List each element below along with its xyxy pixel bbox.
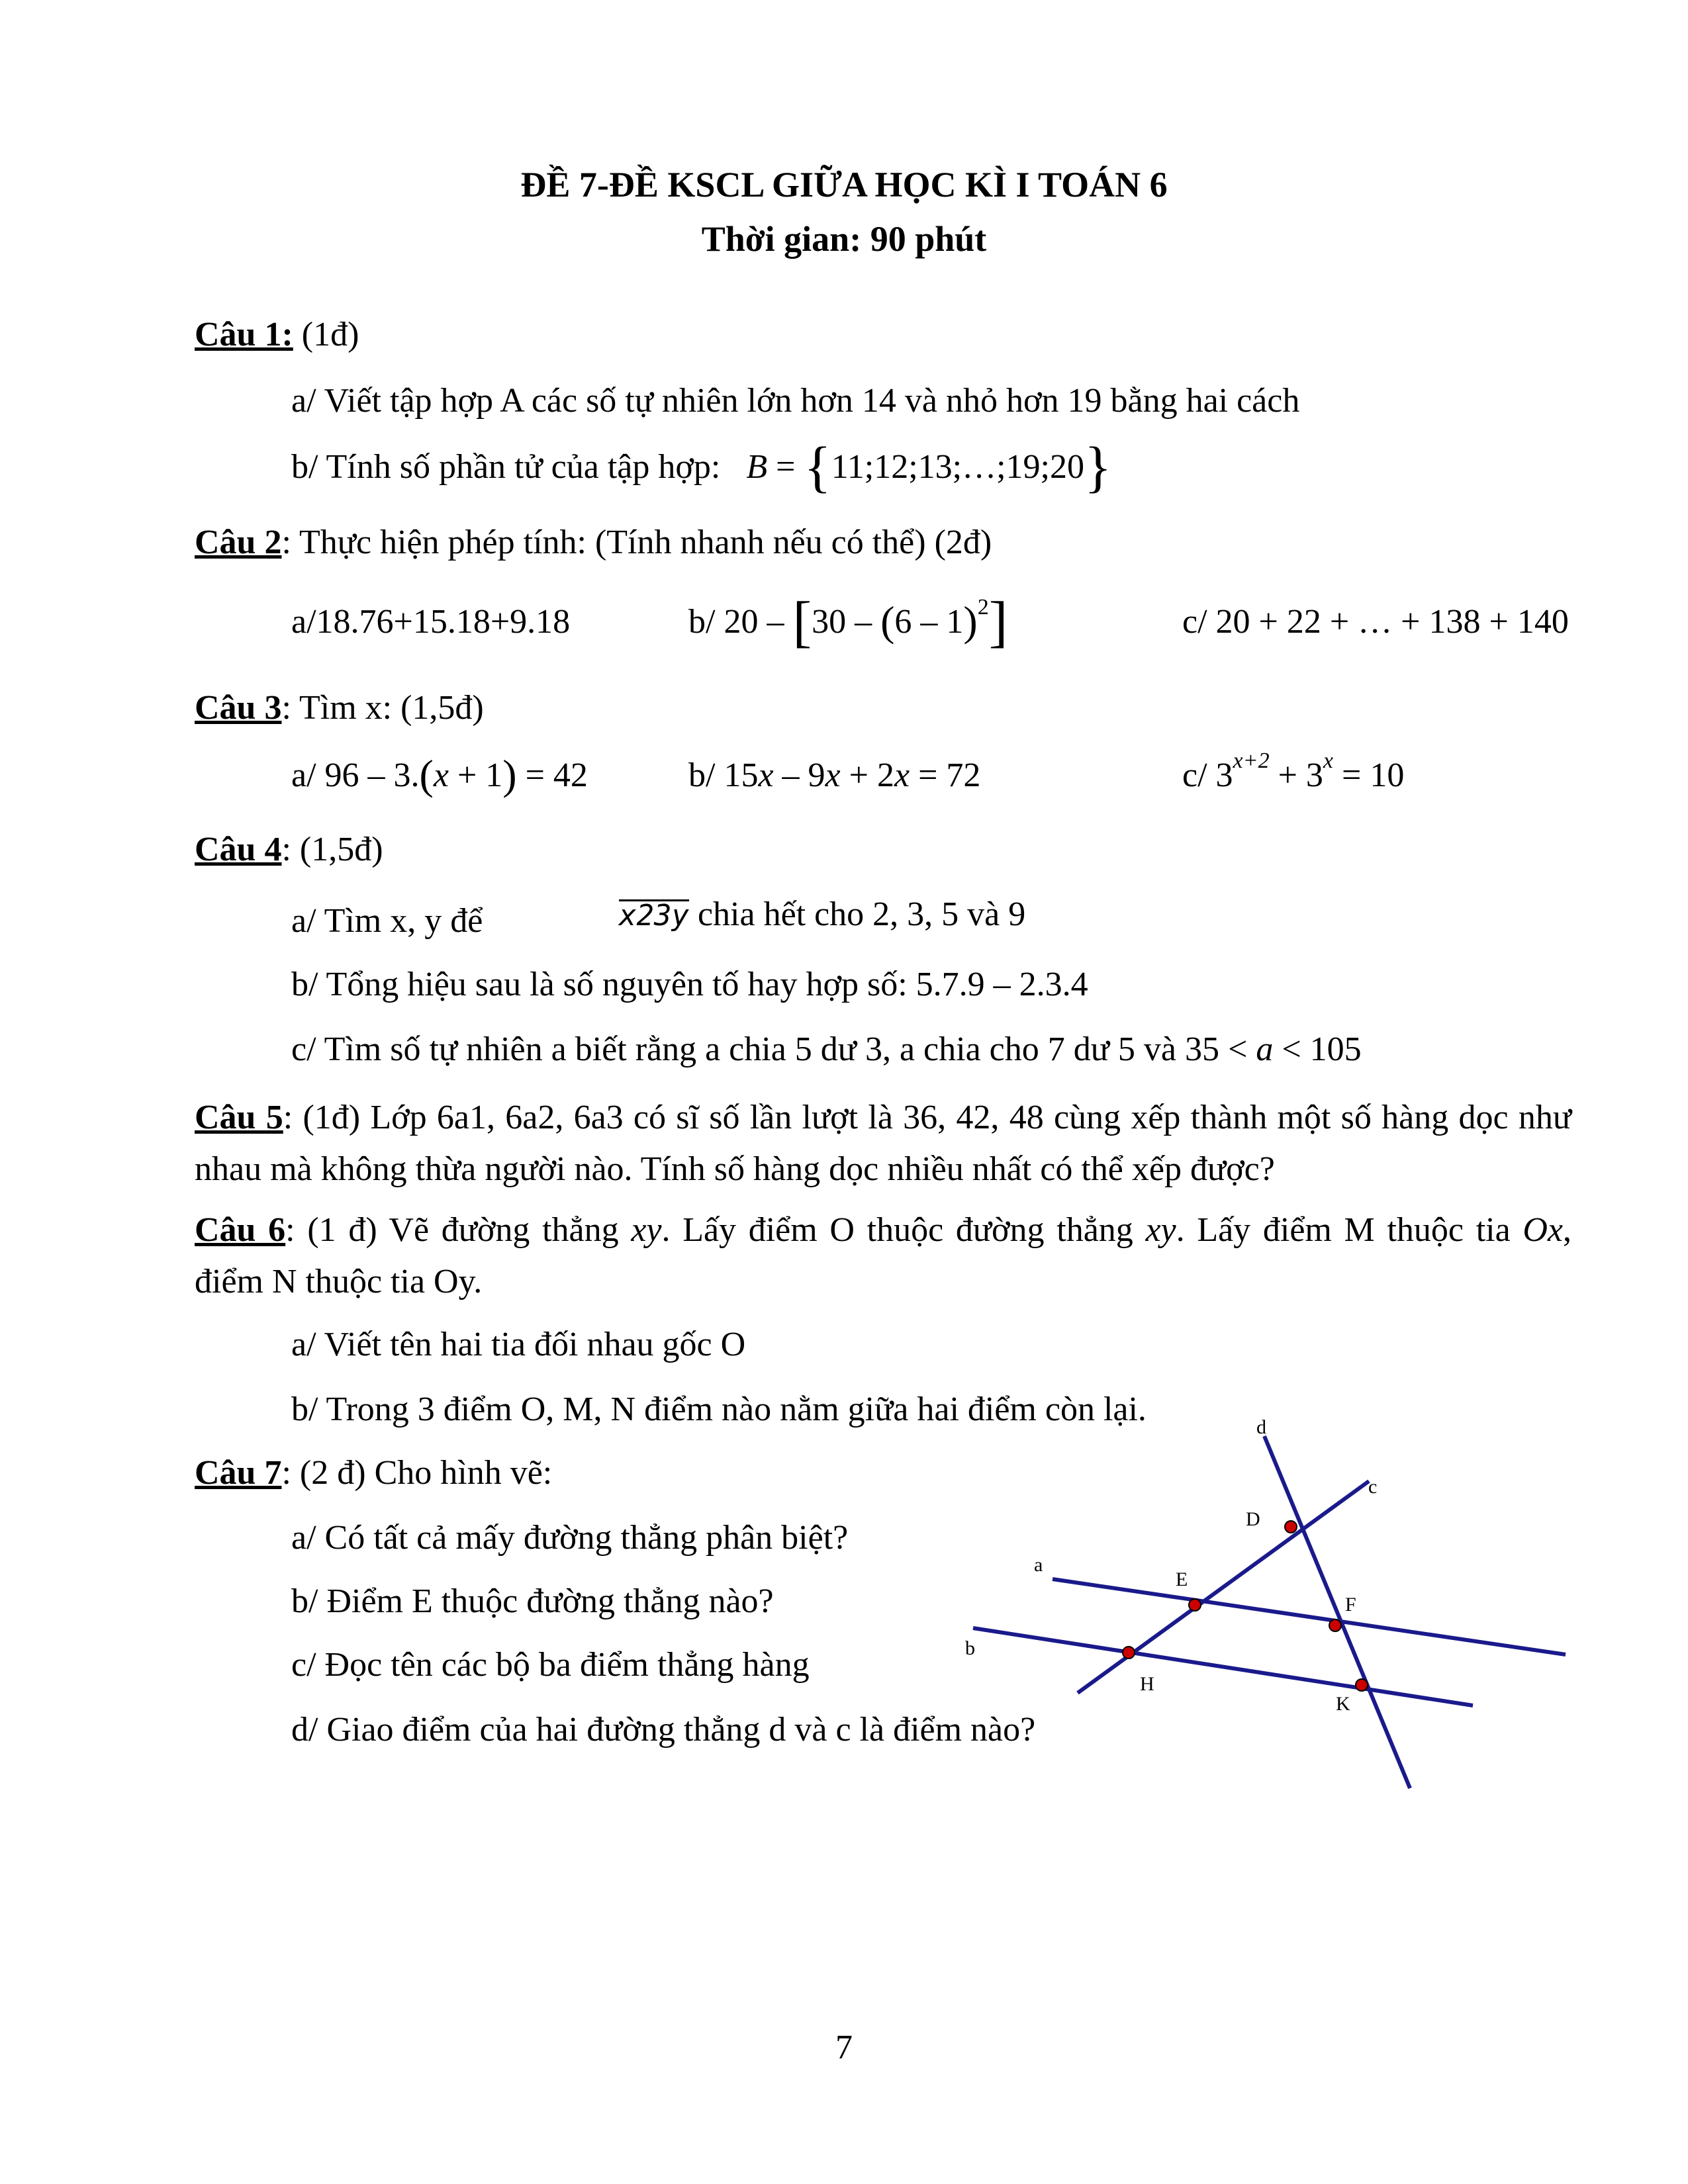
question-3c-prefix: c/ 3 [1182,756,1233,794]
question-7a: a/ Có tất cả mấy đường thẳng phân biệt? [291,1519,849,1557]
question-6-text: , điểm N thuộc tia Oy. [195,1211,1572,1300]
exponent: 2 [977,595,989,619]
question-1-label: Câu 1: [195,316,293,353]
label-line-c: c [1368,1476,1378,1498]
question-4-text: : (1,5đ) [281,831,383,868]
bracket-open: [ [792,590,812,653]
question-1a: a/ Viết tập hợp A các số tự nhiên lớn hơn 14 và nhỏ hơn 19 bằng hai cách [291,382,1300,420]
question-4a-suffix: chia hết cho 2, 3, 5 và 9 [688,895,1026,933]
overline-number: x23y [619,899,689,933]
bracket-close: ] [988,590,1008,653]
ray-ox: Ox [1523,1211,1564,1249]
exponent: x [1323,749,1333,773]
question-2-text: : Thực hiện phép tính: (Tính nhanh nếu có thể) (2đ) [281,523,992,561]
question-7-text: : (2 đ) Cho hình vẽ: [281,1454,553,1492]
question-2c: c/ 20 + 22 + … + 138 + 140 [1182,603,1569,641]
label-point-f: F [1345,1594,1356,1615]
exponent: x+2 [1233,749,1270,773]
label-line-d: d [1256,1416,1266,1438]
question-7d: d/ Giao điểm của hai đường thẳng d và c là điểm nào? [291,1711,1036,1749]
page-title: ĐỀ 7-ĐỀ KSCL GIỮA HỌC KÌ I TOÁN 6 [520,165,1168,205]
label-line-a: a [1034,1554,1043,1576]
question-5-text: : (1đ) Lớp 6a1, 6a2, 6a3 có sĩ số lần lượt là 36, 42, 48 cùng xếp thành một số hàng dọc như nhau mà không thừa người nào. Tính số hàng dọc nhiều nhất có thể xếp được? [195,1099,1571,1188]
paren-close: ) [963,598,978,645]
question-6-text: . Lấy điểm M thuộc tia [1176,1211,1511,1249]
line-xy: xy [1145,1211,1176,1249]
question-3a-suffix: + 1 [448,756,503,794]
question-4a-text: a/ Tìm x, y để [291,902,483,940]
question-6b: b/ Trong 3 điểm O, M, N điểm nào nằm giữa hai điểm còn lại. [291,1390,1147,1428]
question-4b: b/ Tổng hiệu sau là số nguyên tố hay hợp số: 5.7.9 – 2.3.4 [291,966,1088,1003]
point-d [1285,1521,1297,1533]
point-e [1189,1599,1201,1611]
label-point-h: H [1140,1673,1154,1695]
variable-x: x [894,756,910,794]
question-5-label: Câu 5 [195,1099,283,1136]
variable-x: x [825,756,841,794]
question-3b-prefix: b/ 15 [688,756,759,794]
question-3-text: : Tìm x: (1,5đ) [281,689,484,727]
question-2a: a/18.76+15.18+9.18 [291,603,571,641]
question-2b-prefix: b/ 20 – [688,603,784,641]
question-3c-rhs: = 10 [1333,756,1405,794]
question-1b: b/ Tính số phần tử của tập hợp: B = {11;12;13;…;19;20} [291,435,1112,498]
paren-open: ( [880,598,895,645]
label-point-d: D [1246,1508,1260,1530]
line-a [1053,1579,1566,1655]
question-6-text: . Lấy điểm O thuộc đường thẳng [661,1211,1146,1249]
label-point-k: K [1336,1693,1350,1715]
question-3b-rhs: = 72 [910,756,981,794]
brace-open: { [804,435,831,498]
point-h [1123,1647,1135,1659]
line-b [973,1628,1473,1706]
paren-open: ( [419,751,434,798]
page-number: 7 [835,2028,853,2066]
set-name: B [746,448,768,486]
question-3a-rhs: = 42 [516,756,588,794]
question-4c-prefix: c/ Tìm số tự nhiên a biết rằng a chia 5 dư 3, a chia cho 7 dư 5 và 35 < [291,1030,1248,1068]
question-3-label: Câu 3 [195,689,282,727]
question-3a-prefix: a/ 96 – 3. [291,756,420,794]
brace-close: } [1084,435,1112,498]
question-3b-term: + 2 [840,756,894,794]
question-3b-term: – 9 [773,756,825,794]
question-2b-inner: 30 – [812,603,872,641]
question-1b-text: b/ Tính số phần tử của tập hợp: [291,448,721,486]
question-7b: b/ Điểm E thuộc đường thẳng nào? [291,1582,774,1620]
question-1-points: (1đ) [293,316,359,353]
question-6-label: Câu 6 [195,1211,286,1249]
line-xy: xy [631,1211,662,1249]
paren-close: ) [502,751,517,798]
time-limit: Thời gian: 90 phút [701,219,987,259]
label-line-b: b [965,1637,975,1659]
question-7-label: Câu 7 [195,1454,282,1492]
question-2-label: Câu 2 [195,523,282,561]
question-4c-suffix: < 105 [1273,1030,1362,1068]
set-body: 11;12;13;…;19;20 [831,448,1084,486]
question-4-label: Câu 4 [195,831,282,868]
question-6a: a/ Viết tên hai tia đối nhau gốc O [291,1326,746,1363]
label-point-e: E [1176,1569,1188,1590]
variable-x: x [758,756,774,794]
question-2b-paren-content: 6 – 1 [894,603,964,641]
variable-x: x [433,756,449,794]
question-6-text: : (1 đ) Vẽ đường thẳng [285,1211,632,1249]
question-7c: c/ Đọc tên các bộ ba điểm thẳng hàng [291,1646,810,1684]
point-k [1356,1679,1368,1691]
point-f [1329,1619,1341,1631]
variable-a: a [1256,1030,1274,1068]
question-3c-mid: + 3 [1269,756,1323,794]
